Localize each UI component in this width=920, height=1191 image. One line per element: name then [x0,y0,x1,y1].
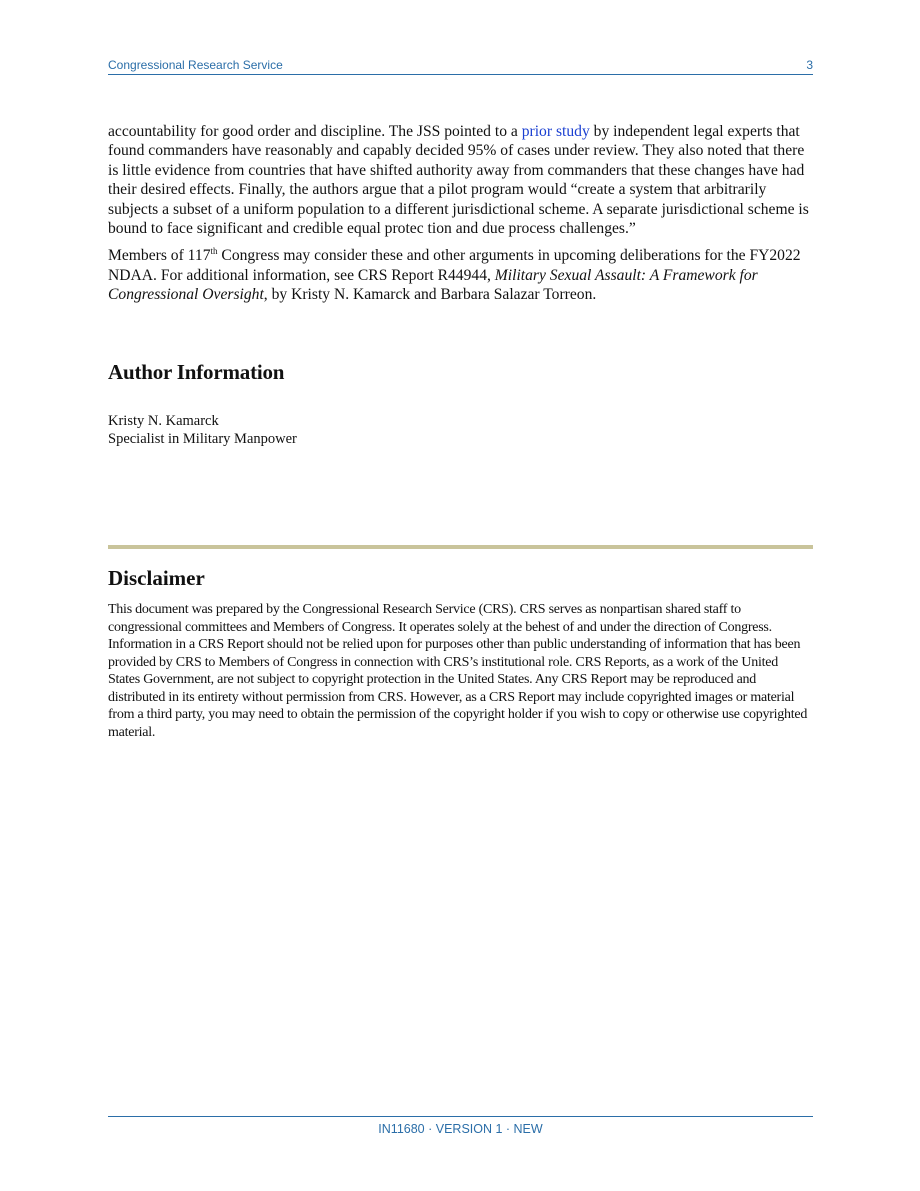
ordinal-superscript: th [210,246,218,257]
paragraph-2-text-c: , by Kristy N. Kamarck and Barbara Salazar Torreon. [263,286,597,304]
disclaimer-heading: Disclaimer [108,566,205,590]
prior-study-link[interactable]: prior study [521,123,590,140]
paragraph-1-text-b: by independent legal experts that found commanders have reasonably and capably decided 95% of cases under review. They also noted that there is little evidence from countries that have shifted authority away from commanders that these changes have had their desired effects. Finally, the authors argue that a pilot program would “create a system that arbitrarily subjects a subset of a uniform population to a different jurisdictional scheme. A separate jurisdictional scheme is bound to face significant and credible equal protec tion and due process challenges.” [108,123,809,238]
footer-report-id: IN11680 · VERSION 1 · NEW [378,1122,543,1136]
paragraph-1-text-a: accountability for good order and discipline. The JSS pointed to a [108,123,522,140]
disclaimer-text: This document was prepared by the Congressional Research Service (CRS). CRS serves as nonpartisan shared staff to congressional committees and Members of Congress. It operates solely at the behest of and under the direction of Congress. Information in a CRS Report should not be relied upon for purposes other than public understanding of information that has been provided by CRS to Members of Congress in connection with CRS’s institutional role. CRS Reports, as a work of the United States Government, are not subject to copyright protection in the United States. Any CRS Report may be reproduced and distributed in its entirety without permission from CRS. However, as a CRS Report may include copyrighted images or material from a third party, you may need to obtain the permission of the copyright holder if you wish to copy or otherwise use copyrighted material. [108,602,808,740]
header-org-name: Congressional Research Service [108,58,283,72]
page-header [108,56,813,75]
page-footer [108,1116,813,1144]
author-block [108,413,297,448]
paragraph-2 [108,246,813,304]
author-information-heading: Author Information [108,360,285,384]
paragraph-2-text-a: Members of 117 [108,247,211,265]
body-text [108,122,813,313]
author-name: Kristy N. Kamarck [108,413,219,429]
report-title: Military Sexual Assault: A Framework for Congressional Oversight [108,266,758,304]
paragraph-1 [108,122,813,238]
section-divider [108,545,813,549]
paragraph-2-text-b: Congress may consider these and other arguments in upcoming deliberations for the FY2022 NDAA. For additional information, see CRS Report R44944, [108,247,801,284]
author-title: Specialist in Military Manpower [108,430,297,447]
page-number: 3 [806,58,813,72]
